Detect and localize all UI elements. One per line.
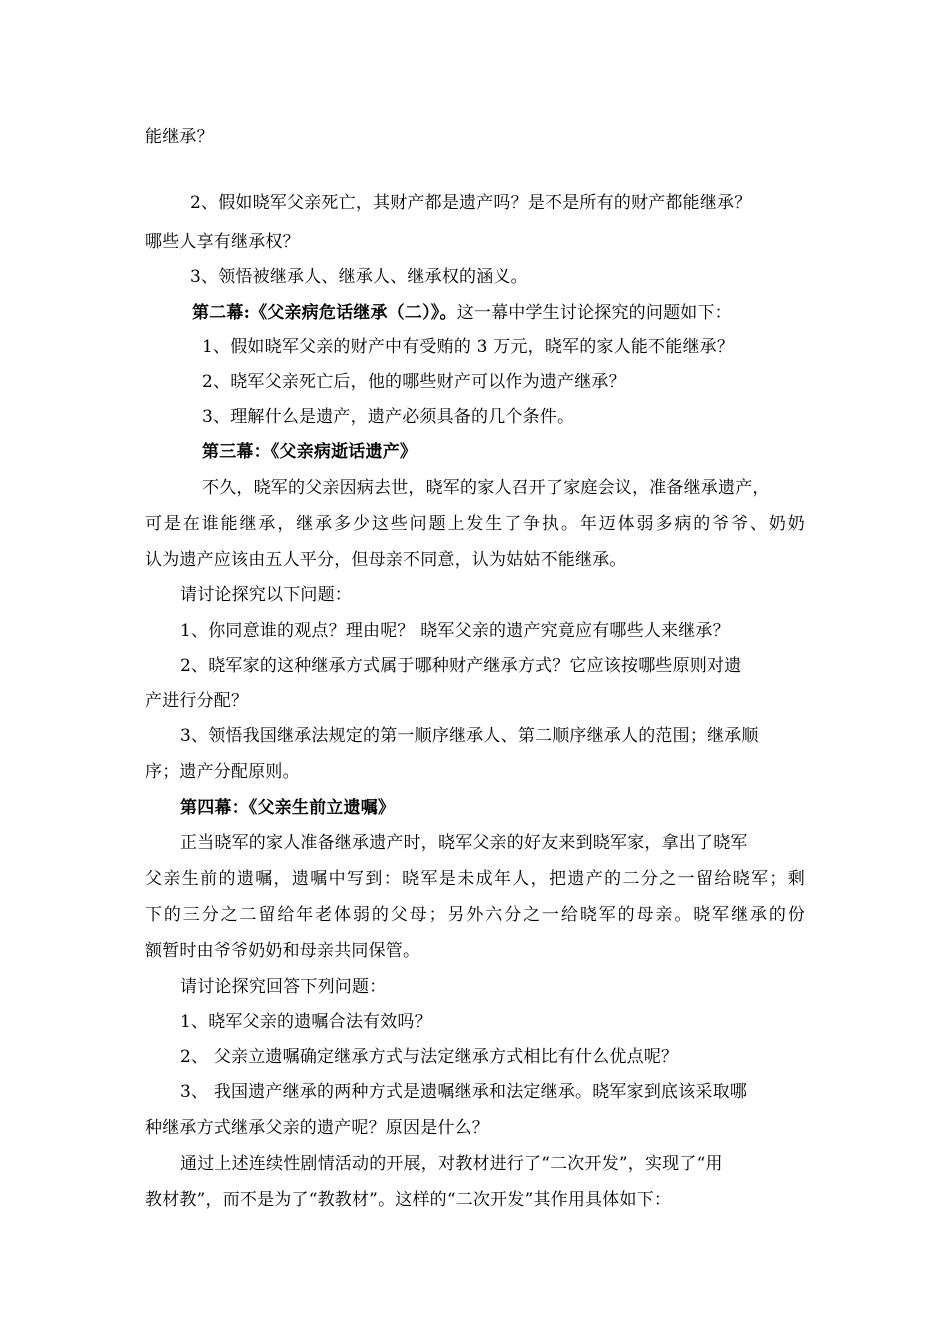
text-line: 种继承方式继承父亲的遗产呢？原因是什么？ bbox=[145, 1118, 489, 1138]
paragraph-line: 额暂时由爷爷奶奶和母亲共同保管。 bbox=[145, 941, 421, 961]
paragraph-line: 认为遗产应该由五人平分，但母亲不同意，认为姑姑不能继承。 bbox=[145, 550, 627, 570]
question-item: 3、 我国遗产继承的两种方式是遗嘱继承和法定继承。晓军家到底该采取哪 bbox=[180, 1082, 748, 1102]
paragraph-line: 下的三分之二留给年老体弱的父母；另外六分之一给晓军的母亲。晓军继承的份 bbox=[145, 905, 805, 925]
act-heading: 第二幕:《父亲病危话继承（二）》。 bbox=[192, 303, 457, 323]
question-item: 2、 父亲立遗嘱确定继承方式与法定继承方式相比有什么优点呢？ bbox=[180, 1047, 679, 1067]
question-item: 3、理解什么是遗产，遗产必须具备的几个条件。 bbox=[202, 407, 575, 427]
question-item: 3、领悟我国继承法规定的第一顺序继承人、第二顺序继承人的范围；继承顺 bbox=[180, 726, 759, 746]
text-line: 产进行分配？ bbox=[145, 691, 249, 711]
question-item: 2、晓军父亲死亡后，他的哪些财产可以作为遗产继承？ bbox=[202, 372, 626, 392]
question-item: 2、晓军家的这种继承方式属于哪种财产继承方式？它应该按哪些原则对遗 bbox=[180, 656, 742, 676]
text-line: 能继承？ bbox=[145, 127, 214, 147]
paragraph-line: 教材教”，而不是为了“教教材”。这样的“二次开发”其作用具体如下： bbox=[145, 1190, 672, 1210]
question-item: 1、晓军父亲的遗嘱合法有效吗？ bbox=[180, 1012, 432, 1032]
act-heading: 第四幕：《父亲生前立遗嘱》 bbox=[180, 798, 396, 818]
prompt-line: 请讨论探究以下问题： bbox=[180, 585, 352, 605]
paragraph-line: 通过上述连续性剧情活动的开展，对教材进行了“二次开发”，实现了“用 bbox=[180, 1154, 723, 1174]
question-item: 2、假如晓军父亲死亡，其财产都是遗产吗？是不是所有的财产都能继承？ bbox=[190, 193, 752, 213]
act-two-line bbox=[192, 302, 732, 324]
act-heading: 第三幕：《父亲病逝话遗产》 bbox=[202, 442, 418, 462]
text-line: 哪些人享有继承权？ bbox=[145, 232, 300, 252]
text-line: 这一幕中学生讨论探究的问题如下： bbox=[456, 303, 732, 323]
paragraph-line: 父亲生前的遗嘱，遗嘱中写到：晓军是未成年人，把遗产的二分之一留给晓军；剩 bbox=[145, 869, 805, 889]
question-item: 1、你同意谁的观点？理由呢？ 晓军父亲的遗产究竟应有哪些人来继承？ bbox=[180, 621, 730, 641]
paragraph-line: 正当晓军的家人准备继承遗产时，晓军父亲的好友来到晓军家，拿出了晓军 bbox=[180, 833, 748, 853]
prompt-line: 请讨论探究回答下列问题： bbox=[180, 977, 387, 997]
question-item: 1、假如晓军父亲的财产中有受贿的 3 万元，晓军的家人能不能继承？ bbox=[202, 337, 735, 357]
text-line: 序；遗产分配原则。 bbox=[145, 762, 300, 782]
question-item: 3、领悟被继承人、继承人、继承权的涵义。 bbox=[190, 267, 528, 287]
paragraph-line: 不久，晓军的父亲因病去世，晓军的家人召开了家庭会议，准备继承遗产， bbox=[202, 478, 770, 498]
paragraph-line: 可是在谁能继承，继承多少这些问题上发生了争执。年迈体弱多病的爷爷、奶奶 bbox=[145, 514, 805, 534]
